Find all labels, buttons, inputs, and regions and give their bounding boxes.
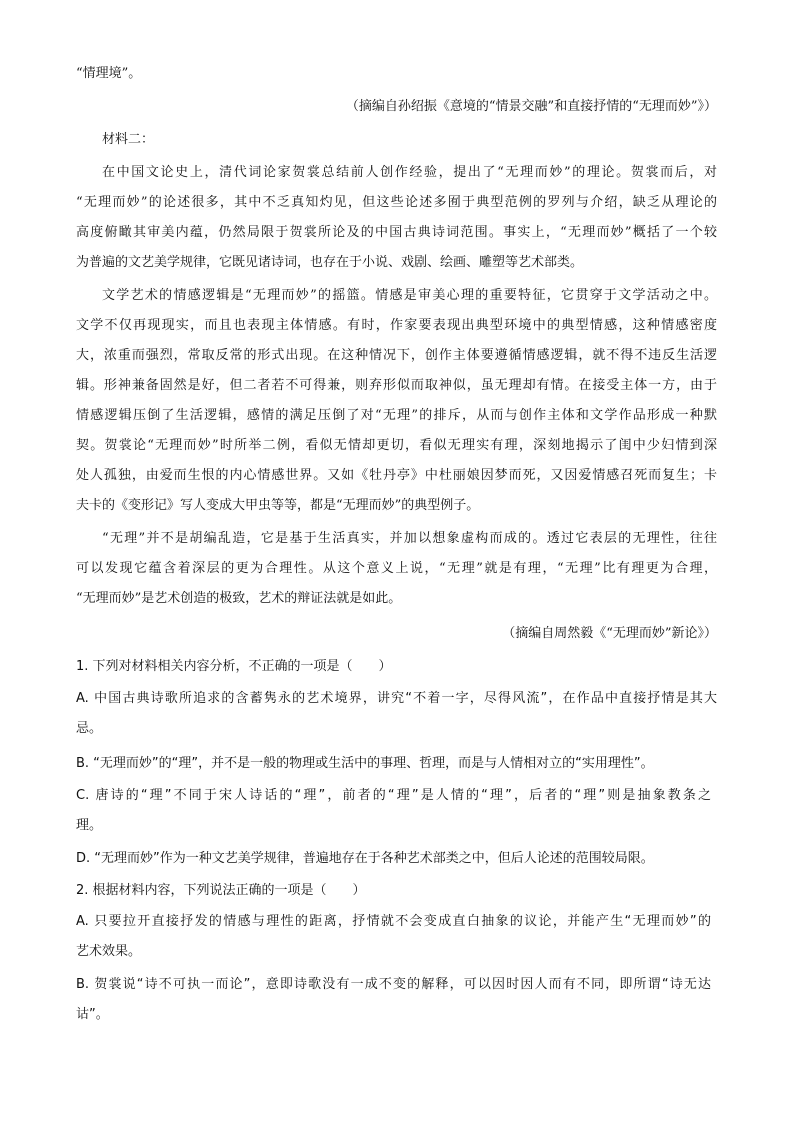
option-a: A. 中国古典诗歌所追求的含蓄隽永的艺术境界，讲究“不着一字，尽得风流”，在作品中直接抒情是其大 bbox=[76, 691, 717, 706]
paragraph-line: 大，浓重而强烈，常取反常的形式出现。在这种情况下，创作主体要遵循情感逻辑，就不得不违反生活逻 bbox=[76, 348, 717, 363]
option-c: C. 唐诗的“理”不同于宋人诗话的“理”，前者的“理”是人情的“理”，后者的“理”则是抽象教条之 bbox=[76, 788, 711, 803]
option-a-cont: 忌。 bbox=[76, 721, 103, 736]
paragraph-line: 夫卡的《变形记》写人变成大甲虫等等，都是“无理而妙”的典型例子。 bbox=[76, 498, 480, 513]
paragraph-line: 辑。形神兼备固然是好，但二者若不可得兼，则弃形似而取神似，虽无理却有情。在接受主体一方，由于 bbox=[76, 378, 717, 393]
paragraph-line: 可以发现它蕴含着深层的更为合理性。从这个意义上说，“无理”就是有理，“无理”比有理更为合理， bbox=[76, 561, 717, 576]
paragraph-line: 处人孤独，由爱而生恨的内心情感世界。又如《牡丹亭》中杜丽娘因梦而死，又因爱情感召死而复生；卡 bbox=[76, 468, 717, 483]
paragraph-line: “无理而妙”是艺术创造的极致，艺术的辩证法就是如此。 bbox=[76, 591, 402, 606]
paragraph-line: 在中国文论史上，清代词论家贺裳总结前人创作经验，提出了“无理而妙”的理论。贺裳而后，对 bbox=[102, 165, 717, 180]
paragraph-line: 文学艺术的情感逻辑是“无理而妙”的摇篮。情感是审美心理的重要特征，它贯穿于文学活动之中。 bbox=[102, 288, 717, 303]
material-two-heading: 材料二： bbox=[102, 132, 155, 147]
question-stem: 1. 下列对材料相关内容分析，不正确的一项是（ ） bbox=[76, 659, 392, 674]
option-b: B. “无理而妙”的“理”，并不是一般的物理或生活中的事理、哲理，而是与人情相对立的“实用理性”。 bbox=[76, 756, 654, 771]
paragraph-line: 文学不仅再现现实，而且也表现主体情感。有时，作家要表现出典型环境中的典型情感，这种情感密度 bbox=[76, 318, 717, 333]
material-one-citation: （摘编自孙绍振《意境的“情景交融”和直接抒情的“无理而妙”》） bbox=[345, 99, 717, 114]
option-a-cont: 艺术效果。 bbox=[76, 944, 142, 959]
paragraph-line: “无理”并不是胡编乱造，它是基于生活真实，并加以想象虚构而成的。透过它表层的无理性，往往 bbox=[102, 531, 717, 546]
paragraph-line: “无理而妙”的论述很多，其中不乏真知灼见，但这些论述多囿于典型范例的罗列与介绍，缺乏从理论的 bbox=[76, 195, 717, 210]
paragraph-line: 情感逻辑压倒了生活逻辑，感情的满足压倒了对“无理”的排斥，从而与创作主体和文学作品形成一种默 bbox=[76, 408, 717, 423]
paragraph-line: 高度俯瞰其审美内蕴，仍然局限于贺裳所论及的中国古典诗词范围。事实上，“无理而妙”概括了一个较 bbox=[76, 225, 717, 240]
material-two-citation: （摘编自周然毅《“无理而妙”新论》） bbox=[502, 626, 717, 641]
paragraph-line: 契。贺裳论“无理而妙”时所举二例，看似无情却更切，看似无理实有理，深刻地揭示了闺中少妇情到深 bbox=[76, 438, 717, 453]
option-b: B. 贺裳说“诗不可执一而论”，意即诗歌没有一成不变的解释，可以因时因人而有不同，即所谓“诗无达 bbox=[76, 977, 711, 992]
option-a: A. 只要拉开直接抒发的情感与理性的距离，抒情就不会变成直白抽象的议论，并能产生“无理而妙”的 bbox=[76, 914, 711, 929]
question-stem: 2. 根据材料内容，下列说法正确的一项是（ ） bbox=[76, 883, 366, 898]
option-d: D. “无理而妙”作为一种文艺美学规律，普遍地存在于各种艺术部类之中，但后人论述的范围较局限。 bbox=[76, 851, 654, 866]
material-one-tail: “情理境”。 bbox=[76, 66, 142, 81]
option-b-cont: 诂”。 bbox=[76, 1007, 109, 1022]
paragraph-line: 为普遍的文艺美学规律，它既见诸诗词，也存在于小说、戏剧、绘画、雕塑等艺术部类。 bbox=[76, 255, 584, 270]
option-c-cont: 理。 bbox=[76, 818, 103, 833]
